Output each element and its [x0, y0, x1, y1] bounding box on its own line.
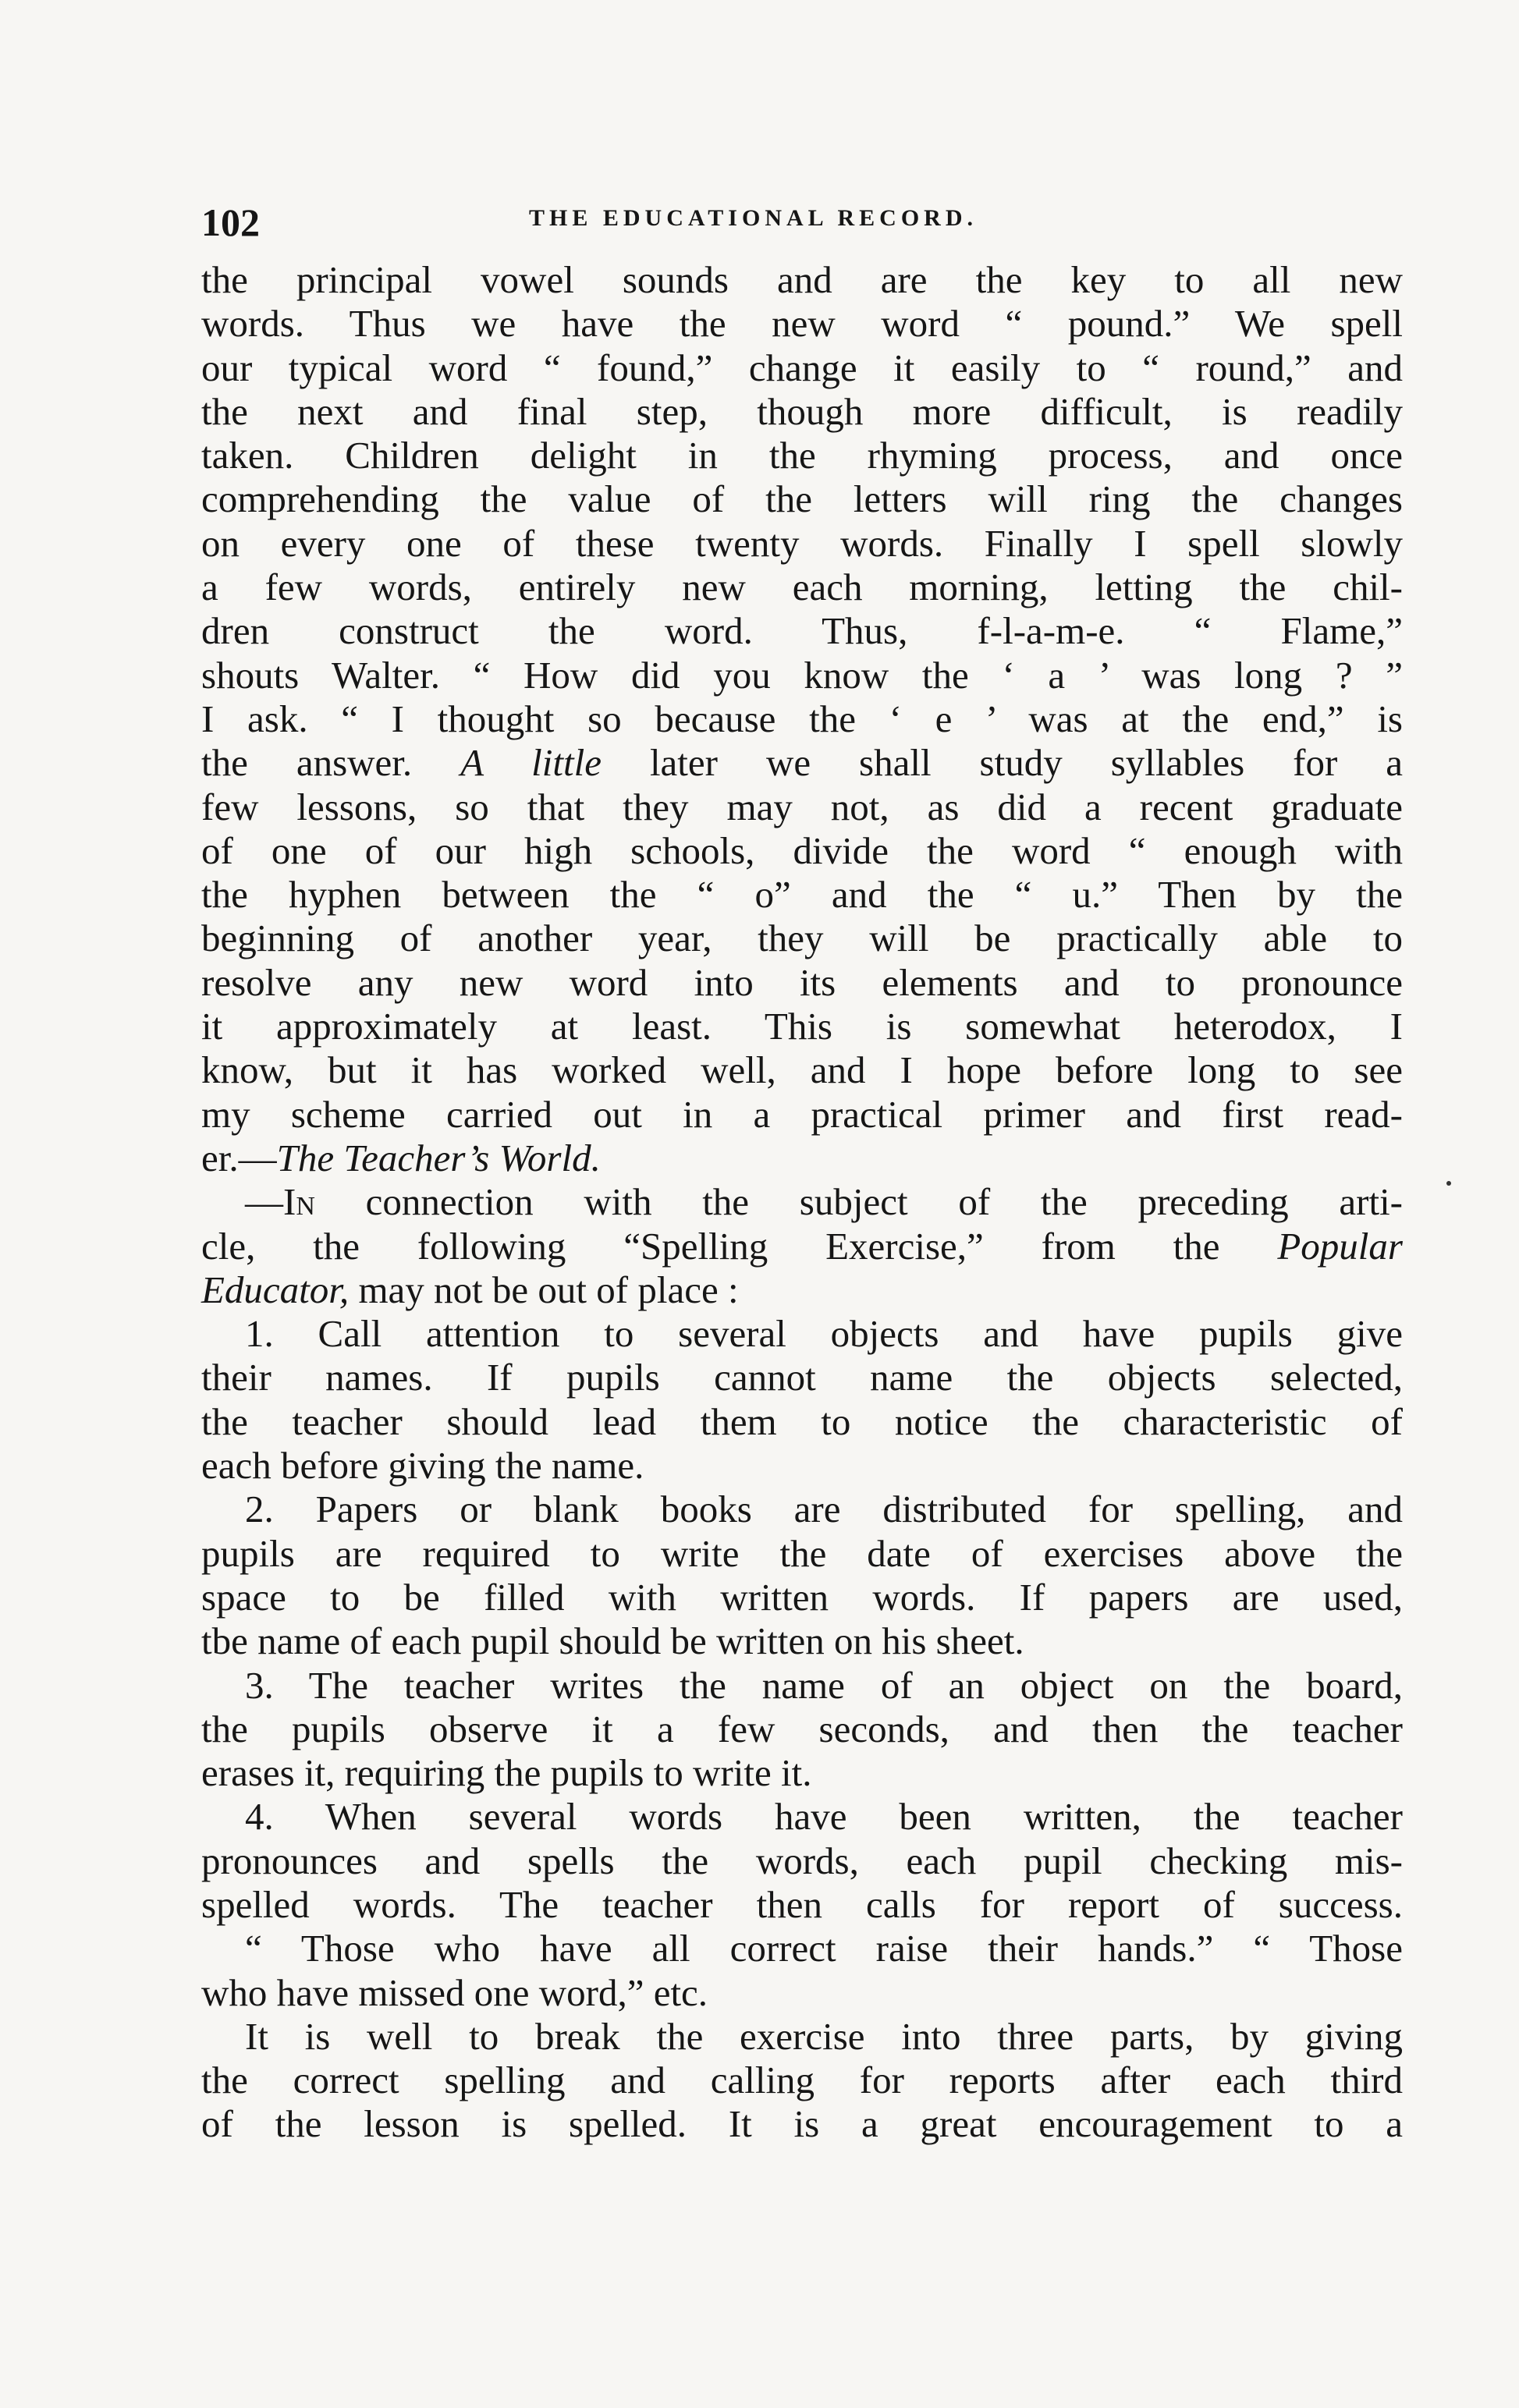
text-line: shouts Walter. “ How did you know the ‘ a ’ was long ? ”	[201, 653, 1403, 697]
text-line: it approximately at least. This is somewhat heterodox, I	[201, 1005, 1403, 1048]
text-line: 2. Papers or blank books are distributed for spelling, and	[245, 1488, 1403, 1531]
text-line: dren construct the word. Thus, f-l-a-m-e. “ Flame,”	[201, 609, 1403, 653]
text-line: pronounces and spells the words, each pupil checking mis-	[201, 1839, 1403, 1882]
text-line: our typical word “ found,” change it easily to “ round,” and	[201, 346, 1403, 389]
text-run: —	[245, 1180, 283, 1224]
book-page	[201, 199, 1403, 2147]
text-line: the hyphen between the “ o” and the “ u.” Then by the	[201, 873, 1403, 917]
text-run: later we shall study syllables for a	[649, 741, 1404, 785]
text-run: may not be out of place :	[358, 1268, 739, 1311]
text-line: the pupils observe it a few seconds, and then the teacher	[201, 1707, 1403, 1750]
text-line: 3. The teacher writes the name of an object on the board,	[245, 1663, 1403, 1707]
text-line: 1. Call attention to several objects and have pupils give	[245, 1312, 1403, 1356]
text-line: comprehending the value of the letters will ring the changes	[201, 477, 1403, 521]
text-line: their names. If pupils cannot name the objects selected,	[201, 1356, 1403, 1399]
text-run: cle, the following “Spelling Exercise,” from the	[201, 1224, 1220, 1268]
text-line: I ask. “ I thought so because the ‘ e ’ was at the end,” is	[201, 697, 1403, 740]
text-line: resolve any new word into its elements and to pronounce	[201, 960, 1403, 1004]
text-line: the teacher should lead them to notice the characteristic of	[201, 1399, 1403, 1443]
text-line	[201, 1180, 1403, 1224]
margin-speck	[1446, 1181, 1451, 1186]
text-line: of the lesson is spelled. It is a great encouragement to a	[201, 2102, 1403, 2146]
text-line: space to be filled with written words. If papers are used,	[201, 1575, 1403, 1619]
journal-title: THE EDUCATIONAL RECORD.	[529, 205, 978, 231]
text-line: taken. Children delight in the rhyming process, and once	[201, 434, 1403, 477]
page-number: 102	[201, 200, 260, 244]
text-run: the answer.	[201, 741, 413, 785]
text-line: of one of our high schools, divide the word “ enough with	[201, 828, 1403, 872]
text-line: 4. When several words have been written, the teacher	[245, 1795, 1403, 1839]
text-line: know, but it has worked well, and I hope before long to see	[201, 1048, 1403, 1092]
text-line: erases it, requiring the pupils to write it.	[201, 1751, 812, 1795]
text-line: my scheme carried out in a practical primer and first read-	[201, 1092, 1403, 1136]
text-line: tbe name of each pupil should be written on his sheet.	[201, 1619, 1024, 1663]
text-line	[201, 1268, 1403, 1312]
italic-run: Popular	[1277, 1224, 1403, 1268]
small-caps-run: In	[283, 1180, 315, 1224]
source-citation: The Teacher’s World.	[276, 1136, 601, 1179]
text-line: words. Thus we have the new word “ pound.” We spell	[201, 302, 1403, 346]
text-run: connection with the subject of the preceding arti-	[365, 1180, 1404, 1224]
text-line: “ Those who have all correct raise their hands.” “ Those	[245, 1927, 1403, 1970]
text-line: It is well to break the exercise into three parts, by giving	[245, 2014, 1403, 2058]
text-line: a few words, entirely new each morning, letting the chil-	[201, 566, 1403, 609]
text-line: who have missed one word,” etc.	[201, 1970, 708, 2014]
text-line: each before giving the name.	[201, 1444, 644, 1488]
text-line: pupils are required to write the date of exercises above the	[201, 1531, 1403, 1575]
running-head	[201, 199, 1403, 254]
text-line: the principal vowel sounds and are the key to all new	[201, 258, 1403, 301]
text-line	[201, 1225, 1403, 1268]
text-line	[201, 741, 1403, 785]
text-line: spelled words. The teacher then calls for report of success.	[201, 1882, 1403, 1926]
text-run: er.—	[201, 1136, 277, 1179]
text-line: on every one of these twenty words. Finally I spell slowly	[201, 521, 1403, 565]
text-line: the next and final step, though more difficult, is readily	[201, 389, 1403, 433]
italic-run: A little	[460, 741, 602, 785]
text-line: the correct spelling and calling for reports after each third	[201, 2059, 1403, 2102]
italic-run: Educator,	[201, 1268, 350, 1311]
text-line-source	[201, 1137, 1403, 1180]
text-line: beginning of another year, they will be practically able to	[201, 917, 1403, 960]
article-body	[201, 258, 1403, 2147]
text-line: few lessons, so that they may not, as did a recent graduate	[201, 785, 1403, 828]
